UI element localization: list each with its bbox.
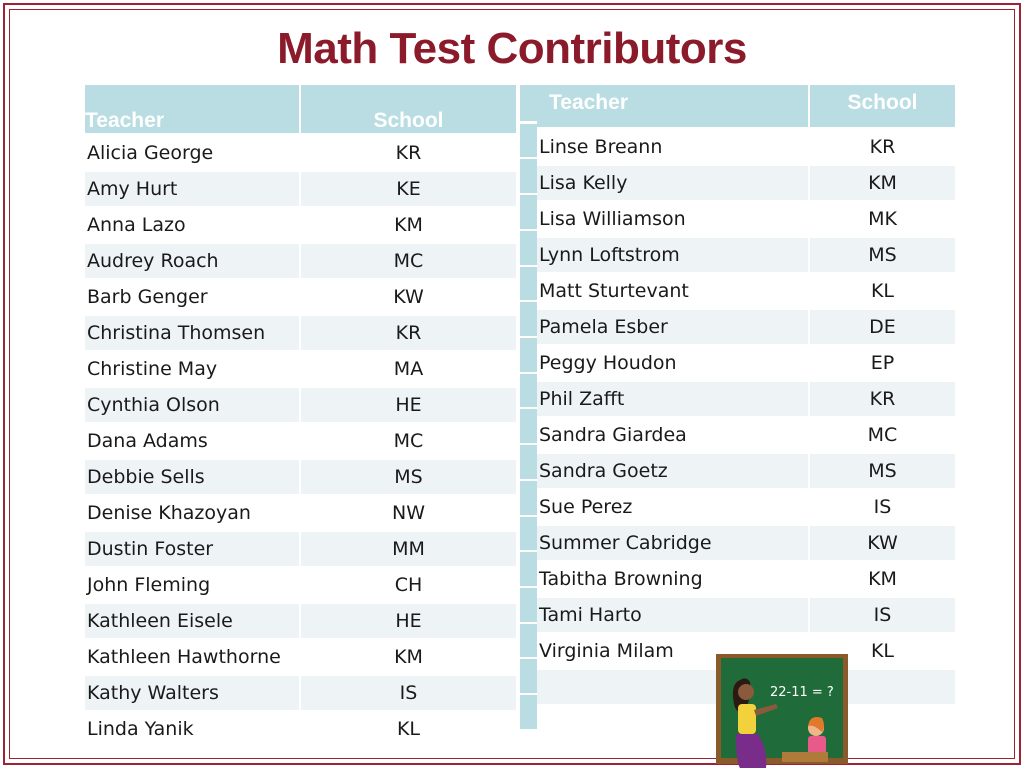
teacher-name-cell: Kathleen Hawthorne	[85, 639, 300, 675]
table-row	[537, 525, 956, 561]
school-code-cell: HE	[300, 603, 517, 639]
teacher-name-cell: Tabitha Browning	[537, 561, 809, 597]
school-code-cell: CH	[300, 567, 517, 603]
table-row	[85, 567, 517, 603]
table-row	[85, 135, 517, 172]
table-row	[537, 597, 956, 633]
separator-header-cell	[520, 85, 537, 124]
school-code-cell: MC	[300, 423, 517, 459]
school-code-cell: HE	[300, 387, 517, 423]
school-code-cell: KM	[809, 561, 956, 597]
separator-cell	[520, 231, 537, 267]
school-code-cell: IS	[809, 597, 956, 633]
separator-cell	[520, 124, 537, 160]
school-code-cell: KM	[300, 207, 517, 243]
table-row	[537, 129, 956, 166]
school-code-cell: MA	[300, 351, 517, 387]
table-header-row	[537, 85, 956, 129]
school-code-cell: KL	[809, 273, 956, 309]
school-code-cell: KM	[300, 639, 517, 675]
column-header-school: School	[300, 85, 517, 135]
school-code-cell: MC	[300, 243, 517, 279]
table-row	[537, 561, 956, 597]
table-header-row	[85, 85, 517, 135]
contributors-table-left	[85, 85, 518, 748]
teacher-name-cell: Amy Hurt	[85, 171, 300, 207]
school-code-cell: KE	[300, 171, 517, 207]
table-row	[85, 207, 517, 243]
school-code-cell: MC	[809, 417, 956, 453]
school-code-cell: NW	[300, 495, 517, 531]
school-code-cell: KW	[300, 279, 517, 315]
table-row	[85, 243, 517, 279]
school-code-cell: MK	[809, 201, 956, 237]
table-row	[85, 675, 517, 711]
school-code-cell: MM	[300, 531, 517, 567]
separator-cell	[520, 302, 537, 338]
teacher-name-cell: Anna Lazo	[85, 207, 300, 243]
school-code-cell: MS	[809, 453, 956, 489]
separator-cell	[520, 588, 537, 624]
teacher-name-cell: Linse Breann	[537, 129, 809, 166]
teacher-name-cell: Lynn Loftstrom	[537, 237, 809, 273]
teacher-name-cell: Christine May	[85, 351, 300, 387]
teacher-name-cell: Denise Khazoyan	[85, 495, 300, 531]
separator-cell	[520, 481, 537, 517]
teacher-name-cell: Linda Yanik	[85, 711, 300, 747]
table-row	[85, 423, 517, 459]
teacher-name-cell: Dustin Foster	[85, 531, 300, 567]
separator-cell	[520, 267, 537, 303]
chalkboard-equation: 22-11 = ?	[770, 685, 834, 700]
table-row	[85, 711, 517, 747]
teacher-name-cell: Kathy Walters	[85, 675, 300, 711]
teacher-name-cell: Sandra Goetz	[537, 453, 809, 489]
teacher-name-cell: Matt Sturtevant	[537, 273, 809, 309]
teacher-name-cell: Audrey Roach	[85, 243, 300, 279]
column-header-school: School	[809, 85, 956, 129]
table-row	[537, 489, 956, 525]
teacher-name-cell: Summer Cabridge	[537, 525, 809, 561]
separator-cell	[520, 374, 537, 410]
school-code-cell: IS	[300, 675, 517, 711]
teacher-name-cell: Virginia Milam	[537, 633, 809, 669]
school-code-cell: KR	[300, 135, 517, 172]
column-header-teacher: Teacher	[537, 85, 809, 129]
table-row	[85, 315, 517, 351]
separator-cell	[520, 445, 537, 481]
table-separator-column	[520, 85, 537, 731]
separator-cell	[520, 409, 537, 445]
page-title: Math Test Contributors	[277, 24, 747, 73]
teacher-name-cell: Pamela Esber	[537, 309, 809, 345]
school-code-cell: KM	[809, 165, 956, 201]
teacher-name-cell: Lisa Kelly	[537, 165, 809, 201]
table-row	[537, 309, 956, 345]
table-row	[85, 459, 517, 495]
table-row	[85, 495, 517, 531]
teacher-name-cell: Tami Harto	[537, 597, 809, 633]
table-row	[85, 639, 517, 675]
school-code-cell: KR	[300, 315, 517, 351]
table-row	[537, 237, 956, 273]
separator-cell	[520, 659, 537, 695]
separator-cell	[520, 338, 537, 374]
school-code-cell: EP	[809, 345, 956, 381]
table-row	[85, 171, 517, 207]
teacher-name-cell: Peggy Houdon	[537, 345, 809, 381]
teacher-chalkboard-icon	[712, 648, 858, 768]
teacher-name-cell: Alicia George	[85, 135, 300, 172]
teacher-name-cell: Debbie Sells	[85, 459, 300, 495]
table-row	[85, 351, 517, 387]
table-row	[537, 381, 956, 417]
school-code-cell: KR	[809, 381, 956, 417]
school-code-cell: MS	[809, 237, 956, 273]
table-row	[85, 279, 517, 315]
school-code-cell: KL	[300, 711, 517, 747]
school-code-cell: KR	[809, 129, 956, 166]
table-row	[537, 273, 956, 309]
school-code-cell: MS	[300, 459, 517, 495]
separator-cell	[520, 695, 537, 731]
teacher-name-cell: Sue Perez	[537, 489, 809, 525]
table-row	[537, 417, 956, 453]
table-row	[537, 201, 956, 237]
teacher-name-cell: John Fleming	[85, 567, 300, 603]
separator-cell	[520, 195, 537, 231]
table-row	[85, 387, 517, 423]
school-code-cell: DE	[809, 309, 956, 345]
teacher-name-cell: Kathleen Eisele	[85, 603, 300, 639]
teacher-name-cell: Sandra Giardea	[537, 417, 809, 453]
teacher-name-cell: Lisa Williamson	[537, 201, 809, 237]
table-row	[537, 165, 956, 201]
teacher-name-cell: Barb Genger	[85, 279, 300, 315]
teacher-name-cell: Cynthia Olson	[85, 387, 300, 423]
table-row	[537, 453, 956, 489]
teacher-name-cell: Christina Thomsen	[85, 315, 300, 351]
school-code-cell: KL	[809, 633, 956, 669]
table-row	[537, 345, 956, 381]
table-row	[85, 531, 517, 567]
contributors-table-right	[537, 85, 957, 742]
table-row	[85, 603, 517, 639]
separator-cell	[520, 552, 537, 588]
teacher-name-cell: Phil Zafft	[537, 381, 809, 417]
column-header-teacher: Teacher	[85, 85, 300, 135]
teacher-name-cell: Dana Adams	[85, 423, 300, 459]
separator-cell	[520, 159, 537, 195]
separator-cell	[520, 624, 537, 660]
school-code-cell: KW	[809, 525, 956, 561]
separator-cell	[520, 517, 537, 553]
school-code-cell: IS	[809, 489, 956, 525]
